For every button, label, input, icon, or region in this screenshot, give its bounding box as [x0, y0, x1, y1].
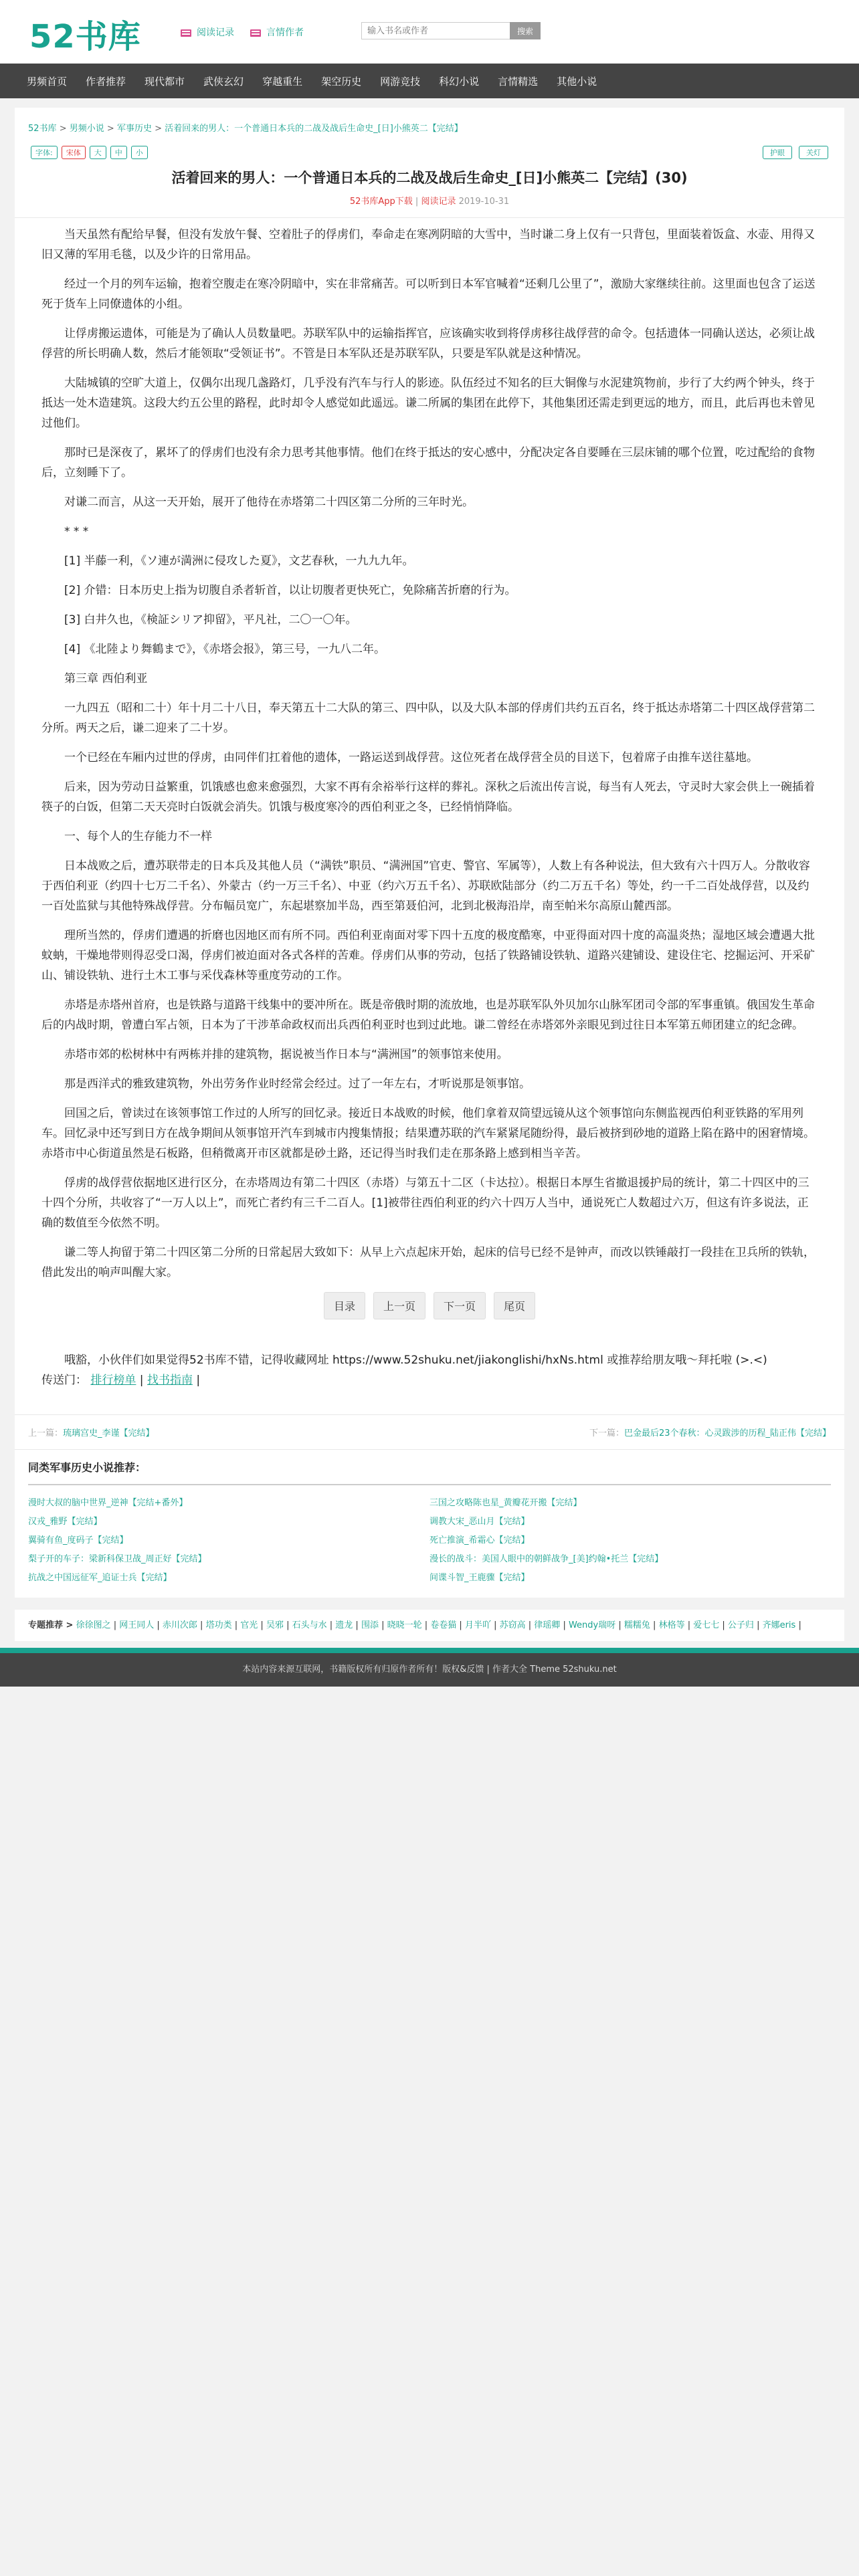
paragraph: 那时已是深夜了，累坏了的俘虏们也没有余力思考其他事情。他们在终于抵达的安心感中，分配决定各自要睡在三层床铺的哪个位置，吃过配给的食物后，立刻睡下了。	[41, 446, 815, 479]
recommend-item[interactable]: 梨子开的车子：梁新科保卫战_周正好【完结】	[28, 1554, 207, 1564]
nav-item[interactable]: 科幻小说	[439, 75, 480, 88]
list-icon	[181, 29, 191, 37]
next-article	[589, 1426, 831, 1438]
main-nav	[0, 64, 859, 98]
paragraph: 当天虽然有配给早餐，但没有发放午餐、空着肚子的俘虏们，奉命走在寒冽阴暗的大雪中，当时谦二身上仅有一只背包，里面装着饭盒、水壶、用得又旧又薄的军用毛毯，以及少许的日常用品。	[41, 228, 815, 261]
topic-link[interactable]: 卷卷猫	[430, 1620, 457, 1630]
font-large-button[interactable]: 大	[90, 146, 106, 159]
lights-off-button[interactable]: 关灯	[799, 146, 828, 159]
topic-link[interactable]: Wendy瑞呀	[568, 1620, 616, 1630]
header-links	[181, 25, 304, 39]
next-article-link[interactable]: 巴金最后23个春秋：心灵跋涉的历程_陆正伟【完结】	[624, 1428, 831, 1438]
romance-authors-label: 言情作者	[266, 27, 304, 38]
font-label: 字体:	[31, 146, 58, 159]
topic-link[interactable]: 爱七七	[693, 1620, 720, 1630]
search-box	[361, 22, 541, 39]
nav-item[interactable]: 穿越重生	[262, 75, 303, 88]
section-heading: 一、每个人的生存能力不一样	[64, 830, 212, 843]
paragraph: 那是西洋式的雅致建筑物，外出劳务作业时经常会经过。过了一年左右，才听说那是领事馆。	[64, 1077, 531, 1091]
topic-link[interactable]: 糯糯兔	[624, 1620, 650, 1630]
topic-link[interactable]: 晓晓一轮	[387, 1620, 422, 1630]
romance-authors-link[interactable]	[250, 25, 304, 39]
nav-item[interactable]: 网游竞技	[380, 75, 421, 88]
site-header	[0, 0, 859, 64]
breadcrumb-subcategory[interactable]: 军事历史	[116, 124, 152, 134]
topic-link[interactable]: 吴邪	[266, 1620, 284, 1630]
breadcrumb-home[interactable]: 52书库	[28, 124, 57, 134]
footnote: [4] 《北陸より舞鶴まで》，《赤塔会报》，第三号，一九八二年。	[64, 643, 385, 656]
notice-links: 传送门： 排行榜单 | 找书指南 |	[41, 1374, 201, 1387]
topic-link[interactable]: 苏窃高	[499, 1620, 526, 1630]
paragraph: 赤塔市郊的松树林中有两栋并排的建筑物，据说被当作日本与“满洲国”的领事馆来使用。	[64, 1048, 508, 1061]
paragraph: 一个已经在车厢内过世的俘虏，由同伴们扛着他的遗体，一路运送到战俘营。这位死者在战俘营全员的目送下，包着席子由推车送往墓地。	[64, 751, 758, 764]
recommend-list	[28, 1484, 831, 1598]
reading-record-label: 阅读记录	[197, 27, 234, 38]
nav-item[interactable]: 架空历史	[321, 75, 362, 88]
footnote: [3] 白井久也，《検証シリア抑留》，平凡社，二〇一〇年。	[64, 613, 357, 627]
site-logo[interactable]: 52书库	[29, 18, 141, 56]
prev-article	[28, 1426, 155, 1438]
paragraph: 日本战败之后，遭苏联带走的日本兵及其他人员（“满铁”职员、“满洲国”官吏、警官、军属等），人数上有各种说法，但大致有六十四万人。分散收容于西伯利亚（约四十七万二千名）、外蒙古（约一万三千名）、中亚（约六万五千名）、苏联欧陆部分（约二万五千名）等处，约一千二百处战俘营，以及约一百处监狱与其他特殊战俘营。分布幅员宽广，东起堪察加半岛，西至第聂伯河，北到北极海沿岸，南至帕米尔高原山麓西部。	[41, 859, 810, 913]
nav-item[interactable]: 男频首页	[27, 75, 68, 88]
chapter-content	[15, 218, 844, 1283]
reading-record-link[interactable]	[181, 25, 234, 39]
recommend-item[interactable]: 间谍斗智_王鹿骤【完结】	[430, 1573, 530, 1583]
topic-link[interactable]: 齐娜eris	[762, 1620, 796, 1630]
topic-link[interactable]: 徐徐图之	[76, 1620, 111, 1630]
nav-item[interactable]: 言情精选	[498, 75, 539, 88]
main-container	[15, 108, 844, 1598]
notice-text: 哦豁，小伙伴们如果觉得52书库不错，记得收藏网址 https://www.52shuku.net/jiakonglishi/hxNs.html 或推荐给朋友哦～拜托啦 (>.<)	[64, 1354, 767, 1367]
topic-link[interactable]: 律瑶卿	[534, 1620, 561, 1630]
chapter-pager	[15, 1292, 844, 1319]
chapter-meta: 52书库App下载 | 阅读记录 2019-10-31	[15, 194, 844, 218]
font-medium-button[interactable]: 中	[110, 146, 127, 159]
topics-label: 专题推荐 >	[28, 1620, 74, 1630]
prev-next-nav	[15, 1415, 844, 1449]
topic-link[interactable]: 遗龙	[335, 1620, 353, 1630]
topic-link[interactable]: 塔功类	[205, 1620, 232, 1630]
app-download-link[interactable]: 52书库App下载	[349, 197, 413, 207]
recommend-title: 同类军事历史小说推荐：	[15, 1449, 844, 1484]
breadcrumb-category[interactable]: 男频小说	[69, 124, 104, 134]
paragraph: 让俘虏搬运遗体，可能是为了确认人员数量吧。苏联军队中的运输指挥官，应该确实收到将俘虏移往战俘营的命令。包括遗体一同确认送达，必须让战俘营的所长明确人数，然后才能领取“受领证书”。不管是日本军队还是苏联军队，只要是军队就是这种情况。	[41, 327, 815, 360]
topic-link[interactable]: 公子归	[727, 1620, 754, 1630]
recommend-item[interactable]: 调教大宋_恶山月【完结】	[430, 1517, 530, 1527]
prev-article-link[interactable]: 琉璃宫史_李谨【完结】	[63, 1428, 155, 1438]
ranking-link[interactable]: 排行榜单	[90, 1374, 136, 1387]
paragraph: 赤塔是赤塔州首府，也是铁路与道路干线集中的要冲所在。既是帝俄时期的流放地，也是苏联军队外贝加尔山脉军团司令部的军事重镇。俄国发生革命后的内战时期，曾遭白军占领，日本为了干涉革命政权而出兵西伯利亚时也到过此地。谦二曾经在赤塔郊外亲眼见到过往日本军第五师团建立的纪念碑。	[41, 998, 815, 1032]
chapter-heading: 第三章 西伯利亚	[64, 672, 148, 685]
bookmark-notice	[15, 1350, 844, 1390]
recommend-item[interactable]: 三国之攻略陈也星_黄瓣花开搬【完结】	[430, 1498, 582, 1508]
font-small-button[interactable]: 小	[131, 146, 148, 159]
paragraph: * * *	[64, 525, 89, 538]
recommend-item[interactable]: 抗战之中国远征军_追证士兵【完结】	[28, 1573, 172, 1583]
publish-date: 2019-10-31	[458, 197, 510, 207]
prev-page-button[interactable]: 上一页	[373, 1292, 425, 1319]
footnote: [2] 介错：日本历史上指为切腹自杀者斩首，以让切腹者更快死亡，免除痛苦折磨的行为。	[64, 584, 516, 597]
recommend-item[interactable]: 翼骑有鱼_度码子【完结】	[28, 1535, 128, 1545]
topic-link[interactable]: 石头与水	[292, 1620, 327, 1630]
nav-item[interactable]: 武侠玄幻	[203, 75, 244, 88]
notice-links-label: 传送门：	[41, 1374, 87, 1387]
prev-label: 上一篇：	[28, 1428, 64, 1438]
site-footer: 本站内容来源互联网，书籍版权所有归原作者所有！版权&反馈 | 作者大全 Theme 52shuku.net	[0, 1648, 859, 1687]
list-icon	[250, 29, 261, 37]
paragraph: 对谦二而言，从这一天开始，展开了他待在赤塔第二十四区第二分所的三年时光。	[64, 496, 474, 509]
topic-link[interactable]: 赤川次郎	[162, 1620, 197, 1630]
topic-link[interactable]: 林格等	[658, 1620, 685, 1630]
paragraph: 经过一个月的列车运输，抱着空腹走在寒冷阴暗中，实在非常痛苦。可以听到日本军官喊着“还剩几公里了”，激励大家继续往前。这里面也包含了运送死于货车上同僚遗体的小组。	[41, 278, 816, 311]
nav-item[interactable]: 现代都市	[145, 75, 185, 88]
breadcrumb: 52书库 > 男频小说 > 军事历史 > 活着回来的男人：一个普通日本兵的二战及战后生命史_[日]小熊英二【完结】	[28, 124, 463, 134]
last-page-button[interactable]: 尾页	[494, 1292, 535, 1319]
chapter-title: 活着回来的男人：一个普通日本兵的二战及战后生命史_[日]小熊英二【完结】(30)	[171, 170, 688, 186]
topic-link[interactable]: 围添	[361, 1620, 379, 1630]
footnote: [1] 半藤一利，《ソ連が満洲に侵攻した夏》，文艺春秋，一九九九年。	[64, 554, 414, 568]
recommend-item[interactable]: 汉戎_雅野【完结】	[28, 1517, 102, 1527]
toc-button[interactable]: 目录	[324, 1292, 365, 1319]
next-page-button[interactable]: 下一页	[434, 1292, 486, 1319]
reading-record-link[interactable]: 阅读记录	[421, 197, 456, 207]
recommend-item[interactable]: 漫长的战斗：美国人眼中的朝鲜战争_[美]约翰•托兰【完结】	[430, 1554, 664, 1564]
font-songti-button[interactable]: 宋体	[62, 146, 86, 159]
paragraph: 大陆城镇的空旷大道上，仅偶尔出现几盏路灯，几乎没有汽车与行人的影迹。队伍经过不知名的巨大铜像与水泥建筑物前，步行了大约两个钟头，终于抵达一处木造建筑。这段大约五公里的路程，此时却令人感觉如此遥远。谦二所属的集团在此停下，其他集团还需走到更远的地方，而且，此后再也未曾见过他们。	[41, 377, 815, 430]
paragraph: 回国之后，曾读过在该领事馆工作过的人所写的回忆录。接近日本战败的时候，他们拿着双筒望远镜从这个领事馆向东侧监视西伯利亚铁路的军用列车。回忆录中还写到日方在战争期间从领事馆开汽车到城市内搜集情报；结果遭苏联的汽车紧紧尾随纷得，最后被挤到砂地的道路上陷在路中的困窘情境。赤塔市中心街道虽然是石板路，但稍微离开市区就都是砂土路，还记得当时我们走在那条路上感到相当辛苦。	[41, 1107, 815, 1160]
paragraph: 理所当然的，俘虏们遭遇的折磨也因地区而有所不同。西伯利亚南面对零下四十五度的极度酷寒，中亚得面对四十度的高温炎热；湿地区域会遭遇大批蚊蚋，干燥地带则得忍受口渴，俘虏们被迫面对各式各样的苦难。俘虏们从事的劳动，包括了铁路铺设铁轨、道路兴建铺设、建设住宅、挖掘运河、开采矿山、铺设铁轨、进行土木工事与采伐森林等重度劳动的工作。	[41, 929, 815, 982]
paragraph: 后来，因为劳动日益繁重，饥饿感也愈来愈强烈，大家不再有余裕举行这样的葬礼。深秋之后流出传言说，每当有人死去，守灵时大家会供上一碗插着筷子的白饭，但第二天天亮时白饭就会消失。饥饿与极度寒冷的西伯利亚之冬，已经悄悄降临。	[41, 780, 815, 814]
paragraph: 谦二等人拘留于第二十四区第二分所的日常起居大致如下：从早上六点起床开始，起床的信号已经不是钟声，而改以铁锤敲打一段挂在卫兵所的铁轨，借此发出的响声叫醒大家。	[41, 1246, 815, 1279]
eye-care-button[interactable]: 护眼	[763, 146, 792, 159]
topic-link[interactable]: 网王同人	[119, 1620, 155, 1630]
guide-link[interactable]: 找书指南	[147, 1374, 193, 1387]
topic-link[interactable]: 月半吖	[464, 1620, 491, 1630]
topic-link[interactable]: 官光	[240, 1620, 258, 1630]
search-button[interactable]: 搜索	[510, 22, 541, 39]
topic-recommendations: 专题推荐 > 徐徐图之 | 网王同人 | 赤川次郎 | 塔功类 | 官光 | 吴邪 | 石头与水 | 遗龙 | 围添 | 晓晓一轮 | 卷卷猫 | 月半吖 | 苏窃高 | 律瑶卿 | Wendy瑞呀 | 糯糯兔 | 林格等 | 爱七七 | 公子归 | 齐娜eris |	[15, 1610, 844, 1641]
next-label: 下一篇：	[589, 1428, 624, 1438]
paragraph: 一九四五（昭和二十）年十月二十八日，奉天第五十二大队的第三、四中队，以及大队本部的俘虏们共约五百名，终于抵达赤塔第二十四区战俘营第二分所。两天之后，谦二迎来了二十岁。	[41, 702, 815, 735]
nav-item[interactable]: 作者推荐	[86, 75, 126, 88]
breadcrumb-book[interactable]: 活着回来的男人：一个普通日本兵的二战及战后生命史_[日]小熊英二【完结】	[165, 124, 463, 134]
recommend-item[interactable]: 死亡推演_希霜心【完结】	[430, 1535, 530, 1545]
font-controls	[31, 146, 148, 159]
nav-item[interactable]: 其他小说	[557, 75, 597, 88]
paragraph: 俘虏的战俘营依据地区进行区分，在赤塔周边有第二十四区（赤塔）与第五十二区（卡达拉）。根据日本厚生省撤退援护局的统计，第二十四区中的三十四个分所，共收容了“一万人以上”，而死亡者约有三千二百人。[1]被带往西伯利亚的约六十四万人当中，通说死亡人数超过六万，但这有许多说法，正确的数值至今依然不明。	[41, 1176, 809, 1230]
reader-toolbar	[15, 143, 844, 163]
search-input[interactable]	[361, 22, 510, 39]
recommend-item[interactable]: 漫时大叔的脑中世界_逆神【完结+番外】	[28, 1498, 188, 1508]
display-controls	[763, 146, 828, 159]
